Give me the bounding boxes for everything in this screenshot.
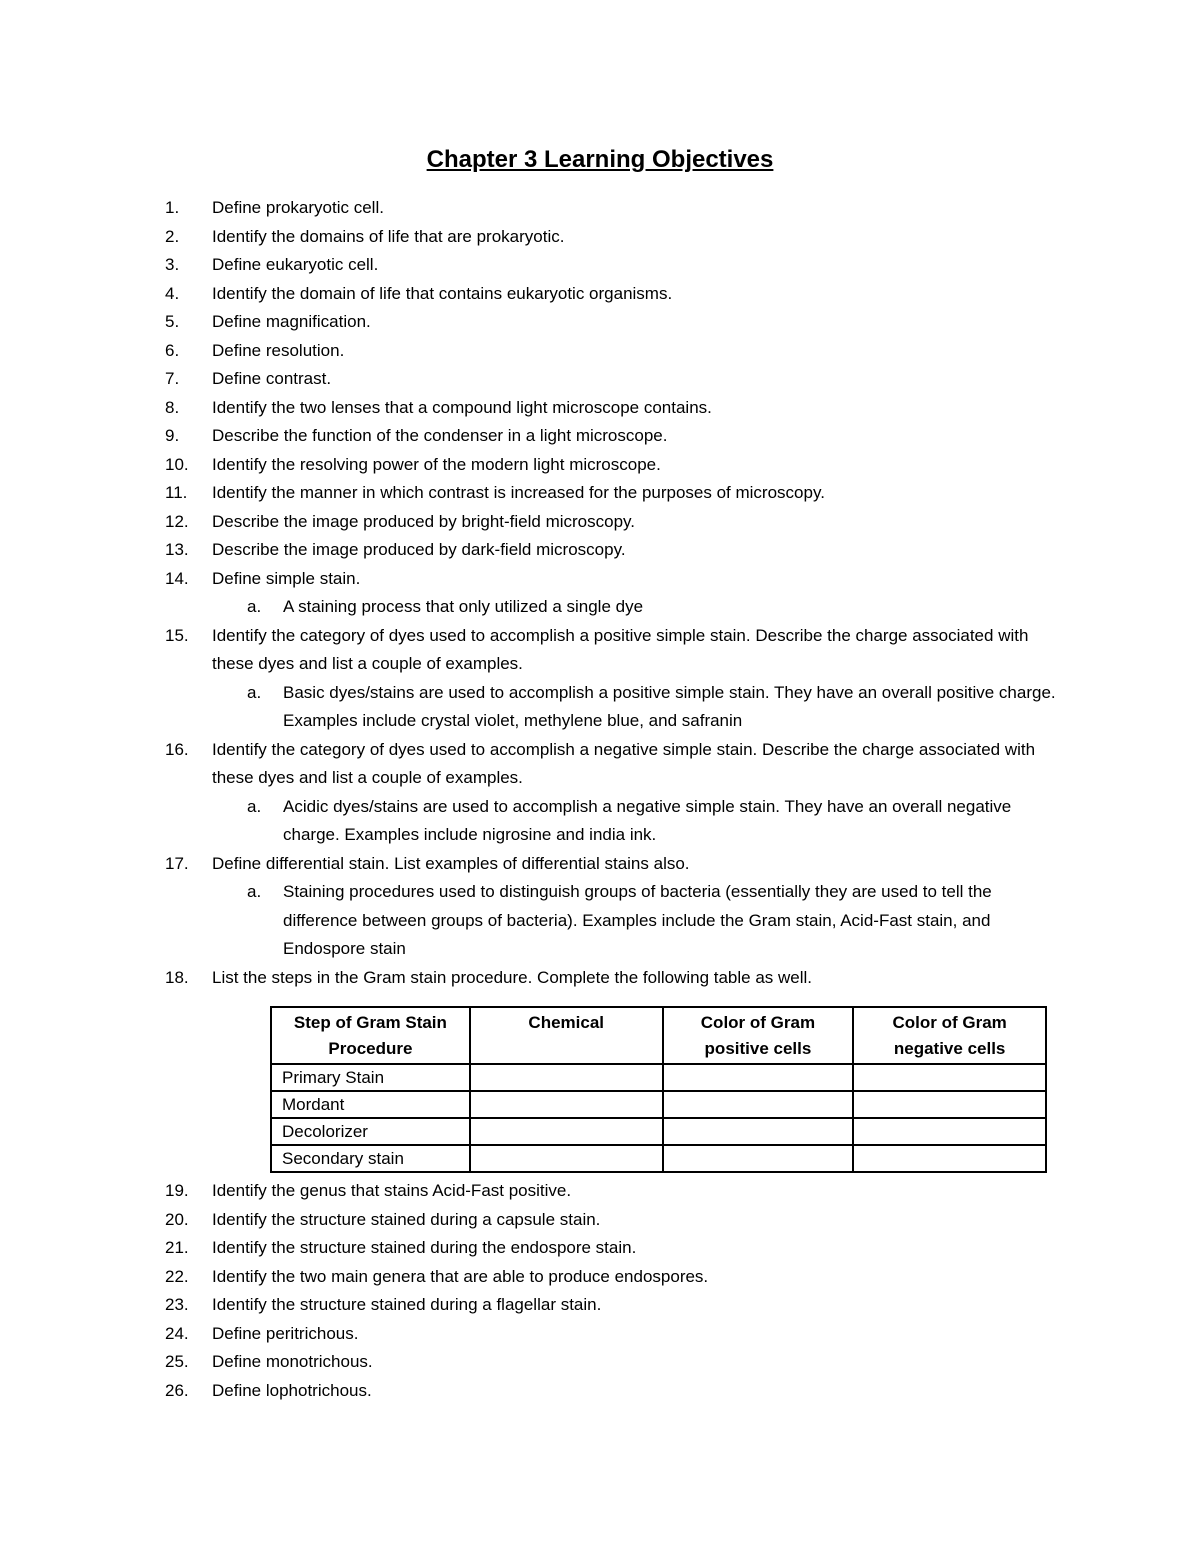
objective-text: Describe the image produced by bright-field microscopy. [212,511,635,531]
objective-item [165,223,1065,252]
objective-number: 16. [165,739,189,759]
objective-number: 13. [165,540,189,559]
objective-text: Describe the function of the condenser in a light microscope. [212,426,668,445]
objective-number: 2. [165,226,180,246]
objective-number: 1. [165,198,180,217]
objective-number: 4. [165,283,180,303]
objective-number: 11. [165,483,188,502]
objective-text: Identify the structure stained during a capsule stain. [212,1209,601,1229]
answer-letter: a. [247,796,262,816]
objective-number: 8. [165,397,180,417]
gram-negative-cell [853,1064,1046,1091]
objectives-list [165,194,1065,1405]
gram-table-wrapper [270,1006,1065,1173]
objective-text: Define monotrichous. [212,1352,373,1371]
objective-text: Identify the manner in which contrast is increased for the purposes of microscopy. [212,483,825,502]
objective-item [165,479,1065,508]
objective-text: Identify the domains of life that are prokaryotic. [212,226,565,246]
header-chemical: Chemical [470,1007,663,1064]
answer-text: Acidic dyes/stains are used to accomplish a negative simple stain. They have an overall negative charge. Examples include nigrosine and india ink. [283,796,1012,844]
objective-item [165,1377,1065,1406]
objective-text: Identify the structure stained during the endospore stain. [212,1238,637,1257]
objective-answer [165,793,1065,850]
objective-text: Identify the two main genera that are able to produce endospores. [212,1266,709,1286]
answer-text: Basic dyes/stains are used to accomplish a positive simple stain. They have an overall positive charge. Examples include crystal violet, methylene blue, and safranin [283,682,1056,730]
gram-positive-cell [663,1091,854,1118]
objective-item [165,337,1065,366]
objective-number: 9. [165,426,180,445]
objective-text: Define lophotrichous. [212,1380,372,1400]
objective-text: Identify the category of dyes used to accomplish a positive simple stain. Describe the charge associated with these dyes and list a couple of examples. [212,625,1029,673]
gram-negative-cell [853,1091,1046,1118]
objective-text: Define differential stain. List examples of differential stains also. [212,853,690,873]
answer-letter: a. [247,882,262,901]
objective-item [165,394,1065,423]
objective-item [165,622,1065,679]
objective-number: 19. [165,1181,189,1200]
page-title: Chapter 3 Learning Objectives [426,146,774,173]
objective-item [165,508,1065,537]
answer-text: A staining process that only utilized a single dye [283,597,644,616]
objective-number: 18. [165,967,189,987]
objective-number: 20. [165,1209,189,1229]
gram-negative-cell [853,1145,1046,1172]
gram-positive-cell [663,1145,854,1172]
gram-stain-table [270,1006,1047,1173]
objective-item [165,565,1065,594]
objective-item [165,1263,1065,1292]
header-gram-positive-color: Color of Gram positive cells [663,1007,854,1064]
chemical-cell [470,1064,663,1091]
objective-number: 21. [165,1238,189,1257]
objective-number: 3. [165,255,180,274]
objective-item [165,964,1065,993]
objective-text: Define simple stain. [212,568,361,588]
objective-text: Define resolution. [212,340,345,360]
gram-negative-cell [853,1118,1046,1145]
objective-number: 22. [165,1266,189,1286]
objective-item [165,308,1065,337]
table-row [271,1145,1046,1172]
objective-number: 5. [165,312,180,331]
objective-text: List the steps in the Gram stain procedure. Complete the following table as well. [212,967,813,987]
objective-item [165,451,1065,480]
objective-number: 23. [165,1295,189,1314]
objective-item [165,251,1065,280]
objective-number: 15. [165,625,189,645]
objective-number: 6. [165,340,180,360]
table-row [271,1064,1046,1091]
answer-letter: a. [247,597,262,616]
header-gram-negative-color: Color of Gram negative cells [853,1007,1046,1064]
objective-item [165,1206,1065,1235]
objective-text: Define contrast. [212,369,332,388]
gram-positive-cell [663,1064,854,1091]
objective-item [165,280,1065,309]
objective-number: 7. [165,369,180,388]
objective-text: Define eukaryotic cell. [212,255,379,274]
table-header-row [271,1007,1046,1064]
objective-answer [165,878,1065,964]
objective-number: 10. [165,454,189,474]
objective-text: Identify the category of dyes used to accomplish a negative simple stain. Describe the charge associated with these dyes and list a couple of examples. [212,739,1036,787]
step-cell: Primary Stain [271,1064,470,1091]
objective-item [165,1234,1065,1263]
chemical-cell [470,1118,663,1145]
answer-letter: a. [247,682,262,702]
step-cell: Decolorizer [271,1118,470,1145]
objective-item [165,536,1065,565]
objective-text: Describe the image produced by dark-field microscopy. [212,540,626,559]
objective-answer [165,679,1065,736]
step-cell: Secondary stain [271,1145,470,1172]
objective-item [165,850,1065,879]
objective-text: Identify the resolving power of the modern light microscope. [212,454,661,474]
objective-number: 26. [165,1380,189,1400]
objective-number: 12. [165,511,189,531]
objective-item [165,1320,1065,1349]
chemical-cell [470,1091,663,1118]
objective-number: 25. [165,1352,189,1371]
objective-text: Identify the two lenses that a compound light microscope contains. [212,397,712,417]
objective-item [165,736,1065,793]
objective-number: 17. [165,853,189,873]
answer-text: Staining procedures used to distinguish groups of bacteria (essentially they are used to tell the difference between groups of bacteria). Examples include the Gram stain, Acid-Fast stain, and Endospore stain [283,882,992,958]
objective-item [165,194,1065,223]
objective-item [165,1177,1065,1206]
objective-text: Identify the genus that stains Acid-Fast positive. [212,1181,572,1200]
objective-item [165,1348,1065,1377]
objective-item [165,422,1065,451]
objective-answer [165,593,1065,622]
objective-text: Define peritrichous. [212,1323,359,1343]
objective-text: Identify the structure stained during a flagellar stain. [212,1295,602,1314]
header-step: Step of Gram Stain Procedure [271,1007,470,1064]
objective-number: 24. [165,1323,189,1343]
objective-text: Define magnification. [212,312,371,331]
table-row [271,1118,1046,1145]
objective-text: Identify the domain of life that contains eukaryotic organisms. [212,283,673,303]
step-cell: Mordant [271,1091,470,1118]
table-row [271,1091,1046,1118]
objective-text: Define prokaryotic cell. [212,198,384,217]
objective-item [165,1291,1065,1320]
objective-item [165,365,1065,394]
objective-number: 14. [165,568,189,588]
gram-positive-cell [663,1118,854,1145]
chemical-cell [470,1145,663,1172]
